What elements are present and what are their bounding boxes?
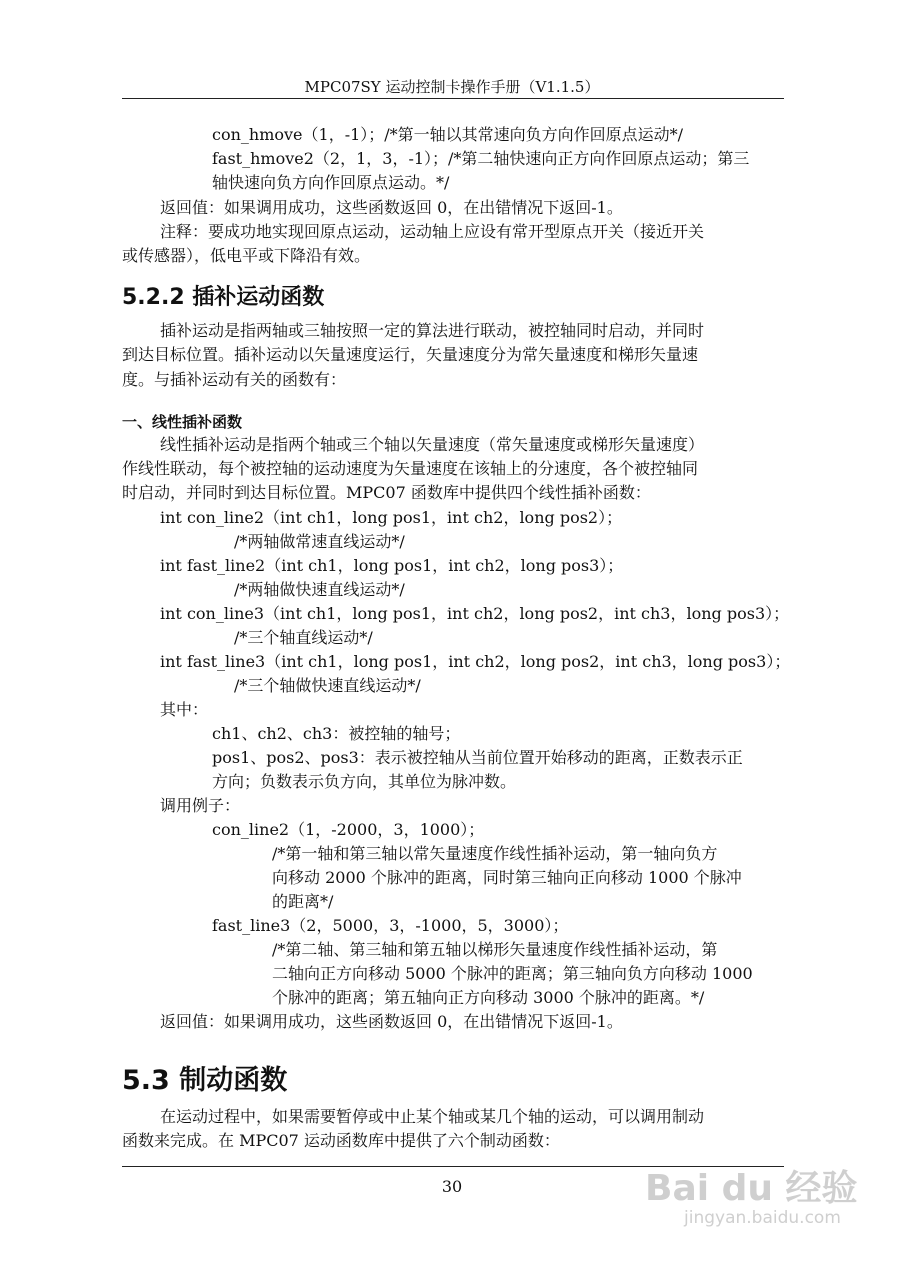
section-heading-5-2-2: 5.2.2 插补运动函数 — [122, 285, 325, 310]
function-signature: int fast_line3（int ch1，long pos1，int ch2，long pos2，int ch3，long pos3）； — [160, 652, 791, 671]
paragraph-line: 插补运动是指两轴或三轴按照一定的算法进行联动，被控轴同时启动，并同时 — [160, 321, 705, 340]
function-comment: /*三个轴直线运动*/ — [234, 628, 373, 647]
return-value-text: 返回值：如果调用成功，这些函数返回 0，在出错情况下返回-1。 — [160, 198, 623, 217]
example-comment: 个脉冲的距离；第五轴向正方向移动 3000 个脉冲的距离。*/ — [272, 988, 705, 1007]
paragraph-line: 在运动过程中，如果需要暂停或中止某个轴或某几个轴的运动，可以调用制动 — [160, 1107, 705, 1126]
example-code: fast_line3（2，5000，3，-1000，5，3000）； — [212, 916, 569, 935]
param-desc: 方向；负数表示负方向，其单位为脉冲数。 — [212, 772, 517, 791]
code-line: 轴快速向负方向作回原点运动。*/ — [212, 173, 450, 192]
paragraph-line: 线性插补运动是指两个轴或三个轴以矢量速度（常矢量速度或梯形矢量速度） — [160, 435, 705, 454]
example-comment: /*第二轴、第三轴和第五轴以梯形矢量速度作线性插补运动，第 — [272, 940, 718, 959]
paragraph-line: 到达目标位置。插补运动以矢量速度运行，矢量速度分为常矢量速度和梯形矢量速 — [122, 345, 699, 364]
paragraph-line: 度。与插补运动有关的函数有： — [122, 370, 347, 389]
function-signature: int fast_line2（int ch1，long pos1，int ch2，long pos3）； — [160, 556, 624, 575]
param-desc: pos1、pos2、pos3：表示被控轴从当前位置开始移动的距离，正数表示正 — [212, 748, 743, 767]
paragraph-line: 作线性联动，每个被控轴的运动速度为矢量速度在该轴上的分速度，各个被控轴同 — [122, 459, 699, 478]
code-line: fast_hmove2（2，1，3，-1）；/*第二轴快速向正方向作回原点运动；第三 — [212, 149, 750, 168]
watermark-logo: Bai du 经验 — [645, 1168, 858, 1209]
subsection-heading-linear: 一、线性插补函数 — [122, 413, 243, 431]
function-comment: /*两轴做快速直线运动*/ — [234, 580, 405, 599]
example-comment: 向移动 2000 个脉冲的距离，同时第三轴向正向移动 1000 个脉冲 — [272, 868, 742, 887]
section-heading-5-3: 5.3 制动函数 — [122, 1065, 288, 1096]
watermark-url: jingyan.baidu.com — [684, 1208, 841, 1228]
example-label: 调用例子： — [160, 796, 241, 815]
where-label: 其中： — [160, 700, 209, 719]
note-text: 注释：要成功地实现回原点运动，运动轴上应设有常开型原点开关（接近开关 — [160, 222, 705, 241]
return-value-text: 返回值：如果调用成功，这些函数返回 0，在出错情况下返回-1。 — [160, 1012, 623, 1031]
paragraph-line: 时启动，并同时到达目标位置。MPC07 函数库中提供四个线性插补函数： — [122, 483, 651, 502]
example-comment: 二轴向正方向移动 5000 个脉冲的距离；第三轴向负方向移动 1000 — [272, 964, 753, 983]
example-code: con_line2（1，-2000，3，1000）； — [212, 820, 485, 839]
page-number: 30 — [441, 1177, 463, 1196]
code-line: con_hmove（1，-1）；/*第一轴以其常速向负方向作回原点运动*/ — [212, 125, 684, 144]
function-signature: int con_line2（int ch1，long pos1，int ch2，long pos2）； — [160, 508, 623, 527]
note-text: 或传感器），低电平或下降沿有效。 — [122, 246, 371, 265]
page-header-title: MPC07SY 运动控制卡操作手册（V1.1.5） — [304, 78, 600, 96]
function-comment: /*两轴做常速直线运动*/ — [234, 532, 405, 551]
function-signature: int con_line3（int ch1，long pos1，int ch2，long pos2，int ch3，long pos3）； — [160, 604, 790, 623]
function-comment: /*三个轴做快速直线运动*/ — [234, 676, 421, 695]
header-rule — [122, 98, 784, 99]
paragraph-line: 函数来完成。在 MPC07 运动函数库中提供了六个制动函数： — [122, 1131, 560, 1150]
example-comment: /*第一轴和第三轴以常矢量速度作线性插补运动，第一轴向负方 — [272, 844, 718, 863]
param-desc: ch1、ch2、ch3：被控轴的轴号； — [212, 724, 461, 743]
example-comment: 的距离*/ — [272, 892, 334, 911]
